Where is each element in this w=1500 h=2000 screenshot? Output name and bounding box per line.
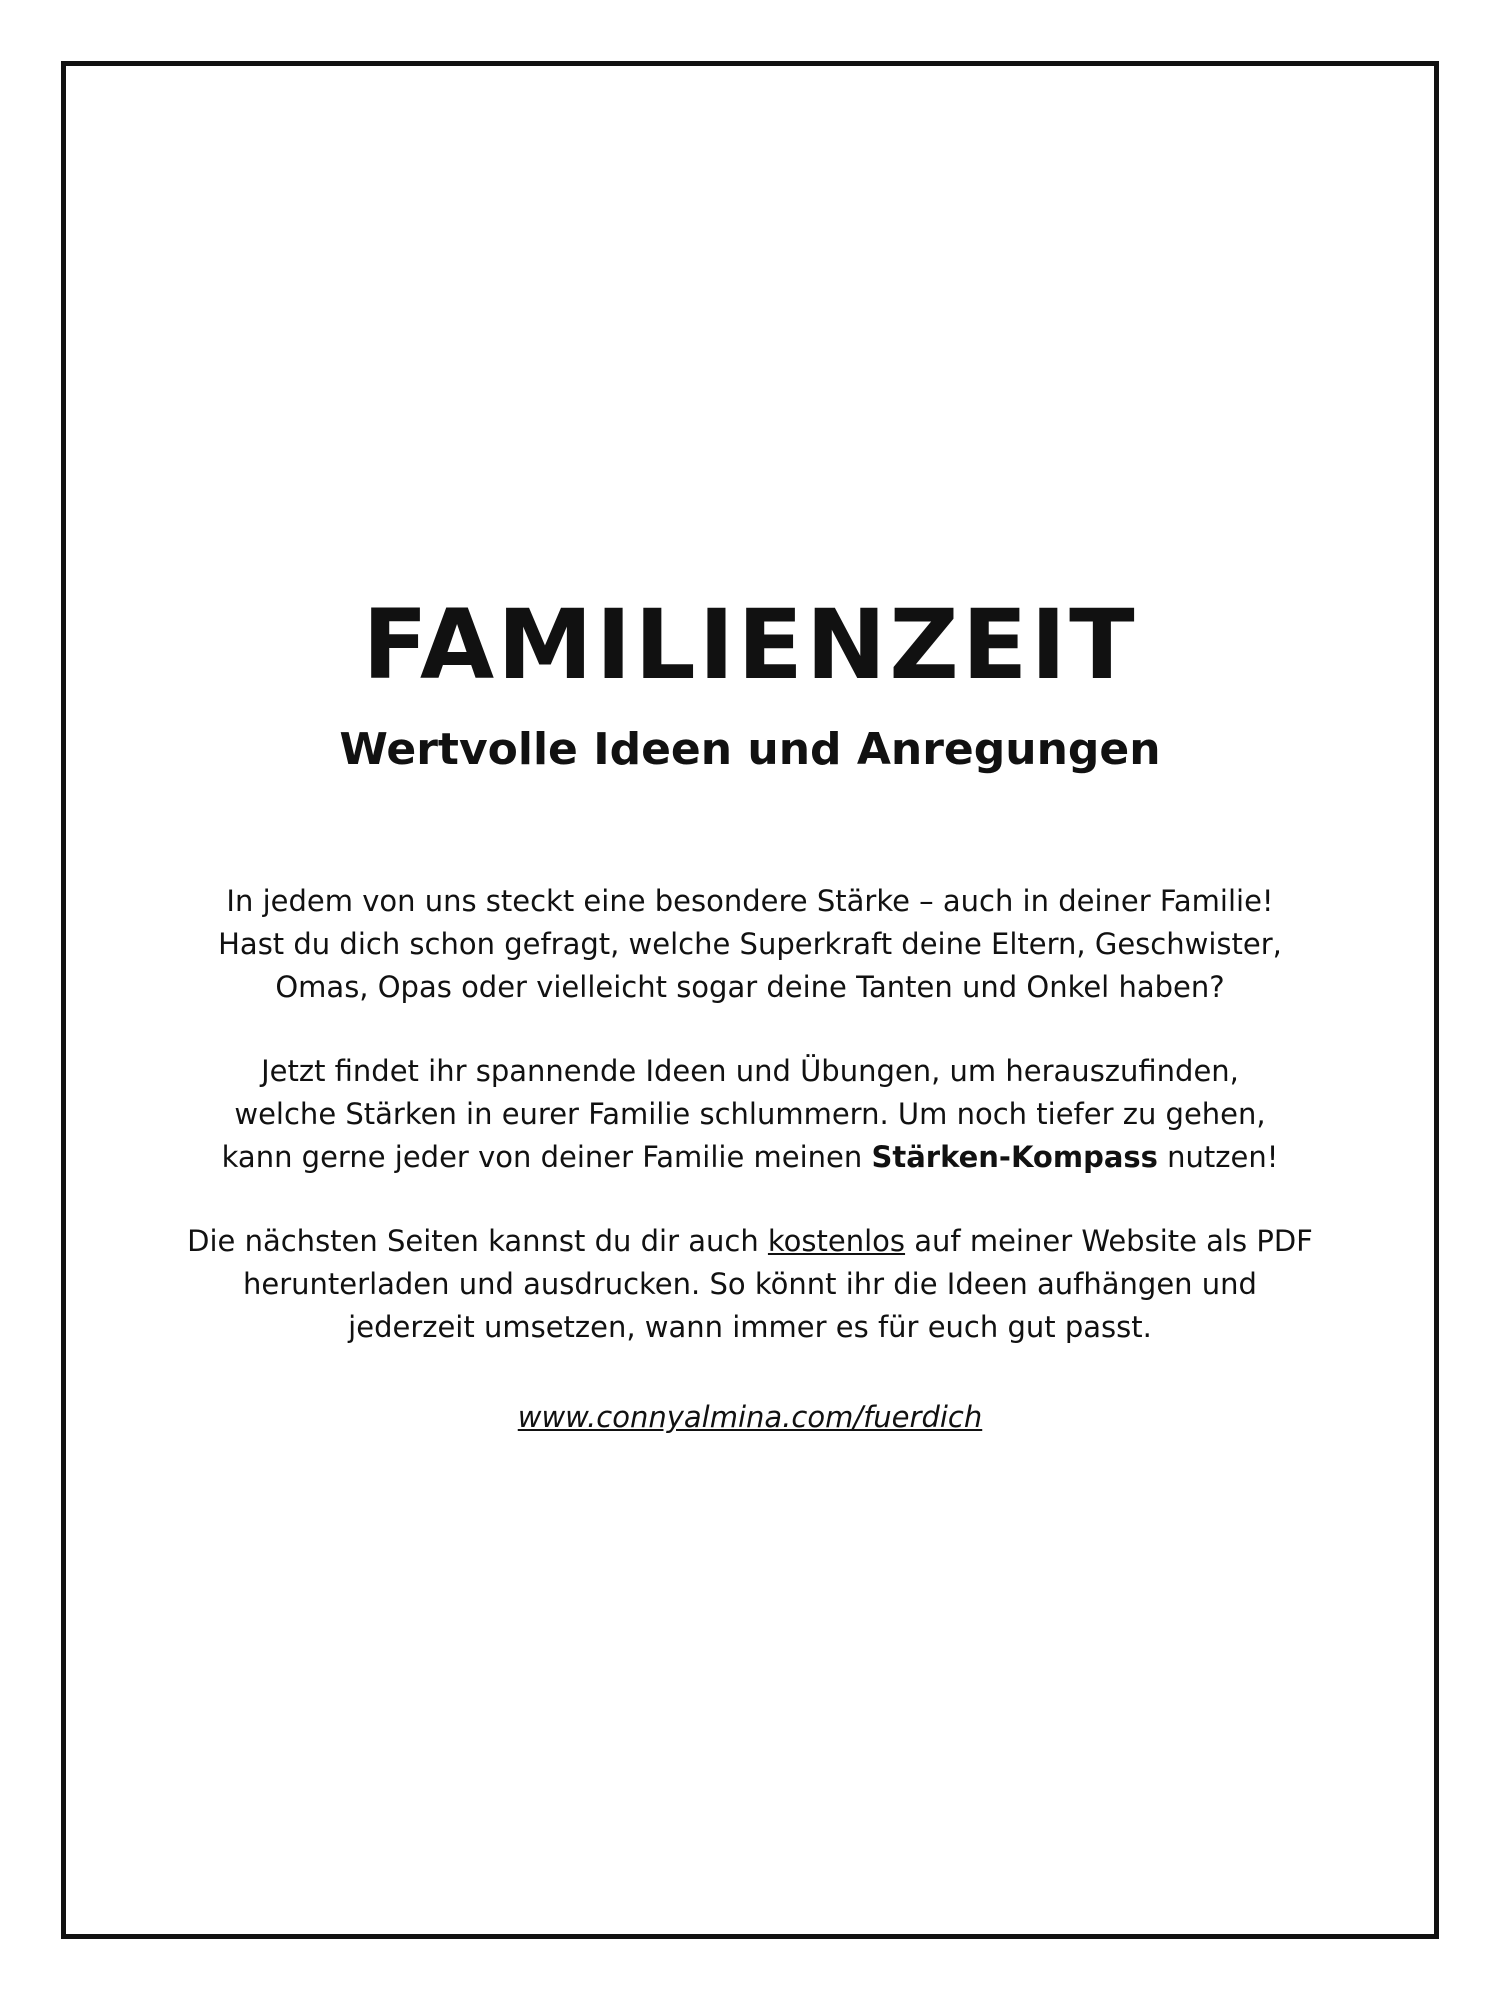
intro-line-3: Omas, Opas oder vielleicht sogar deine Tanten und Onkel haben? — [275, 970, 1225, 1004]
page-subtitle: Wertvolle Ideen und Anregungen — [339, 724, 1161, 775]
intro-line-2: Hast du dich schon gefragt, welche Superkraft deine Eltern, Geschwister, — [218, 927, 1282, 961]
download-paragraph — [150, 1220, 1350, 1349]
download-line-1-end: auf meiner Website als PDF — [905, 1224, 1313, 1258]
ideas-line-3-end: nutzen! — [1157, 1140, 1279, 1174]
ideas-line-2: welche Stärken in eurer Familie schlummern. Um noch tiefer zu gehen, — [234, 1097, 1266, 1131]
ideas-line-3-start: kann gerne jeder von deiner Familie meinen — [221, 1140, 872, 1174]
ideas-line-1: Jetzt findet ihr spannende Ideen und Übungen, um herauszufinden, — [261, 1054, 1239, 1088]
intro-line-1: In jedem von uns steckt eine besondere Stärke – auch in deiner Familie! — [226, 884, 1274, 918]
download-line-1 — [150, 1220, 1350, 1263]
ideas-line-3 — [150, 1136, 1350, 1179]
staerken-kompass-highlight: Stärken-Kompass — [871, 1140, 1158, 1174]
download-line-2: herunterladen und ausdrucken. So könnt ihr die Ideen aufhängen und — [243, 1267, 1257, 1301]
intro-paragraph — [150, 880, 1350, 1009]
download-line-3: jederzeit umsetzen, wann immer es für euch gut passt. — [348, 1310, 1152, 1344]
website-link[interactable]: www.connyalmina.com/fuerdich — [517, 1400, 983, 1434]
ideas-paragraph — [150, 1050, 1350, 1179]
page-title: FAMILIENZEIT — [362, 589, 1138, 701]
download-line-1-start: Die nächsten Seiten kannst du dir auch — [187, 1224, 768, 1258]
kostenlos-highlight: kostenlos — [767, 1224, 906, 1258]
